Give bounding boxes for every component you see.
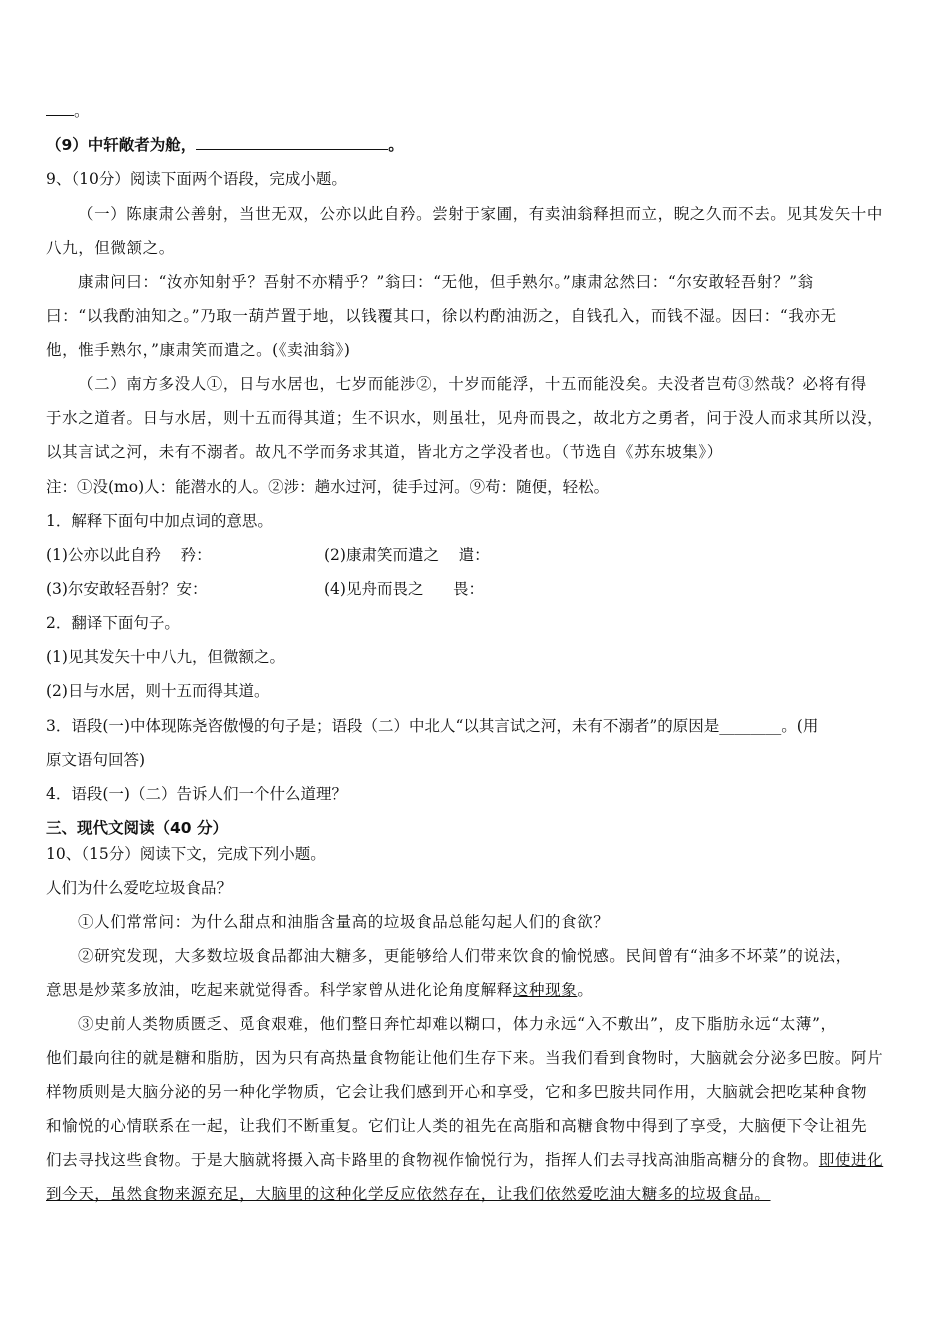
q1-item: (2)康肃笑而遣之 遣： (324, 546, 490, 564)
article-line (46, 1183, 906, 1205)
q1-title: 1．解释下面句中加点词的意思。 (46, 512, 273, 530)
q3-line: 3．语段(一)中体现陈尧咨傲慢的句子是；语段（二）中北人“以其言试之河，未有不溺者”的原因是________。(用 (46, 717, 819, 735)
passage1-line: 他，惟手熟尔，”康肃笑而遣之。(《卖油翁》) (46, 341, 351, 359)
article-line: 和愉悦的心情联系在一起，让我们不断重复。它们让人类的祖先在高脂和高糖食物中得到了享受，大脑便下令让祖先 (46, 1117, 868, 1135)
q4-line: 4．语段(一)（二）告诉人们一个什么道理？ (46, 785, 347, 803)
passage2-line: （二）南方多没人①，日与水居也，七岁而能涉②，十岁而能浮，十五而能没矣。夫没者岂苟③然哉？必将有得 (78, 375, 867, 393)
q2-item: (2)日与水居，则十五而得其道。 (46, 682, 270, 700)
q9-header: 9、（10分）阅读下面两个语段，完成小题。 (46, 170, 347, 188)
q3-line: 原文语句回答) (46, 751, 146, 769)
underlined-sentence: 到今天，虽然食物来源充足，大脑里的这种化学反应依然存在，让我们依然爱吃油大糖多的垃圾食品。 (46, 1185, 771, 1203)
passage1-line: 曰：“以我酌油知之。”乃取一葫芦置于地，以钱覆其口，徐以杓酌油沥之，自钱孔入，而钱不湿。因曰：“我亦无 (46, 307, 837, 325)
article-line: ③史前人类物质匮乏、觅食艰难，他们整日奔忙却难以糊口，体力永远“入不敷出”，皮下脂肪永远“太薄”， (78, 1015, 837, 1033)
q10-header: 10、（15分）阅读下文，完成下列小题。 (46, 845, 326, 863)
q1-row (46, 578, 906, 600)
article-title: 人们为什么爱吃垃圾食品？ (46, 879, 233, 897)
q1-item: (3)尔安敢轻吾射？安： (46, 580, 208, 598)
answer-line-end: 。 (46, 100, 906, 122)
passage2-line: 于水之道者。日与水居，则十五而得其道；生不识水，则虽壮，见舟而畏之，故北方之勇者，问于没人而求其所以没， (46, 409, 884, 427)
underlined-sentence: 即使进化 (818, 1151, 884, 1169)
section-heading: 三、现代文阅读（40 分） (46, 819, 228, 837)
article-line: ②研究发现，大多数垃圾食品都油大糖多，更能够给人们带来饮食的愉悦感。民间曾有“油多不坏菜”的说法， (78, 947, 852, 965)
article-line: 意思是炒菜多放油，吃起来就觉得香。科学家曾从进化论角度解释这种现象。 (46, 981, 594, 999)
fill-blank (46, 101, 74, 116)
article-line: ①人们常常问：为什么甜点和油脂含量高的垃圾食品总能勾起人们的食欲？ (78, 913, 610, 931)
passage1-line: 八九，但微颔之。 (46, 239, 175, 257)
article-line: 们去寻找这些食物。于是大脑就将摄入高卡路里的食物视作愉悦行为，指挥人们去寻找高油脂高糖分的食物。即使进化 (46, 1151, 884, 1169)
q1-item: (1)公亦以此自矜 矜： (46, 546, 212, 564)
article-line: 他们最向往的就是糖和脂肪，因为只有高热量食物能让他们生存下来。当我们看到食物时，大脑就会分泌多巴胺。阿片 (46, 1049, 884, 1067)
q9-fill-line: （9）中轩敞者为舱， 。 (46, 136, 404, 154)
passage1-line: 康肃问曰：“汝亦知射乎？吾射不亦精乎？”翁曰：“无他，但手熟尔。”康肃忿然曰：“尔安敢轻吾射？”翁 (78, 273, 814, 291)
passage2-line: 以其言试之河，未有不溺者。故凡不学而务求其道，皆北方之学没者也。（节选自《苏东坡集》） (46, 443, 723, 461)
q2-item: (1)见其发矢十中八九，但微额之。 (46, 648, 285, 666)
q1-item: (4)见舟而畏之 畏： (324, 580, 485, 598)
fill-blank (196, 135, 388, 150)
footnote: 注：①没(mo)人：能潜水的人。②涉：趟水过河，徒手过河。⑨苟：随便，轻松。 (46, 478, 610, 496)
passage1-line: （一）陈康肃公善射，当世无双，公亦以此自矜。尝射于家圃，有卖油翁释担而立，睨之久而不去。见其发矢十中 (78, 205, 884, 223)
q2-title: 2．翻译下面句子。 (46, 614, 180, 632)
q1-row (46, 544, 906, 566)
article-line: 样物质则是大脑分泌的另一种化学物质，它会让我们感到开心和享受，它和多巴胺共同作用，大脑就会把吃某种食物 (46, 1083, 868, 1101)
underlined-phrase: 这种现象 (512, 981, 578, 999)
